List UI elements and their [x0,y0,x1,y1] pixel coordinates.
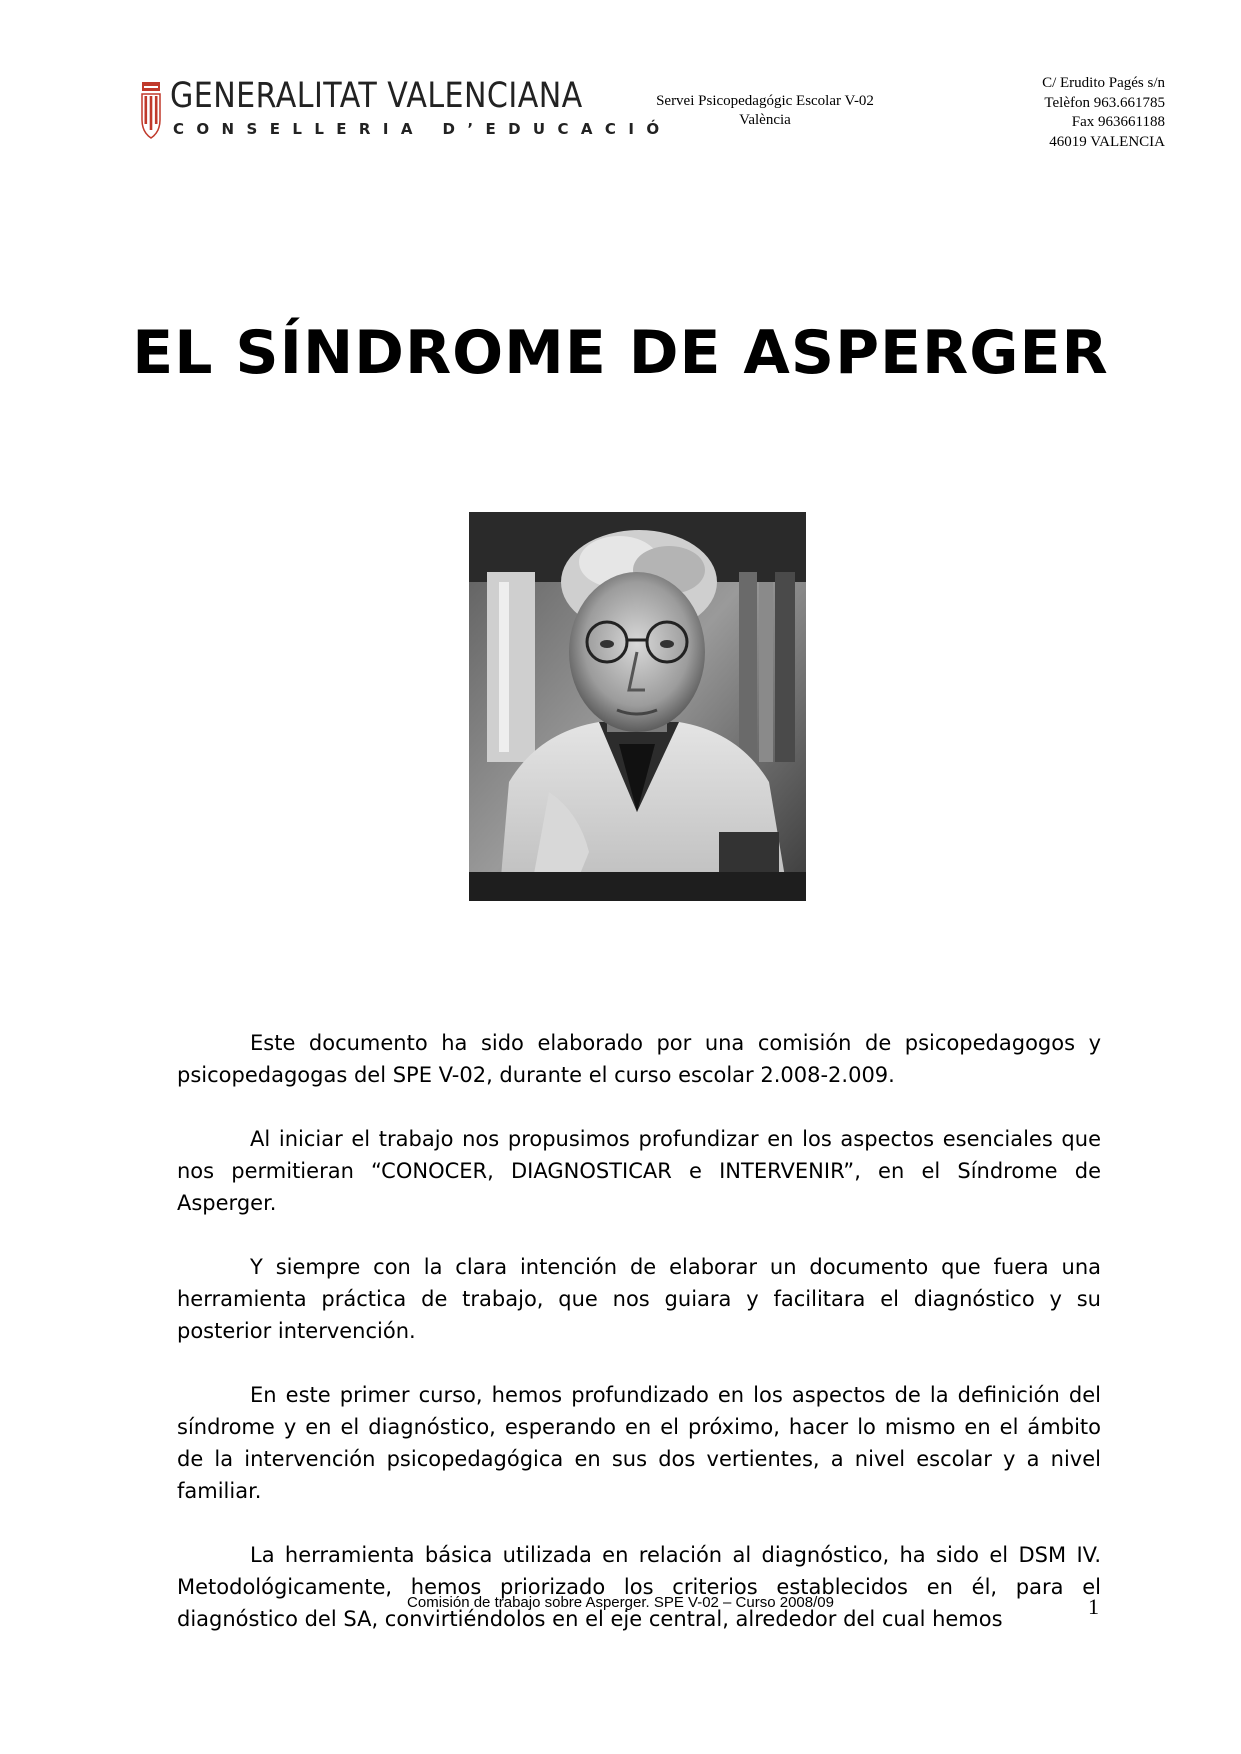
paragraph-4: En este primer curso, hemos profundizado en los aspectos de la definición del síndrome y en el diagnóstico, esperando en el próximo, hacer lo mismo en el ámbito de la intervención psicopedagógica en sus dos vertientes, a nivel escolar y a nivel familiar. [177,1383,1101,1503]
paragraph-3: Y siempre con la clara intención de elaborar un documento que fuera una herramienta práctica de trabajo, que nos guiara y facilitara el diagnóstico y su posterior intervención. [177,1255,1101,1343]
service-city: València [739,112,791,128]
address-postal: 46019 VALENCIA [1049,133,1165,150]
portrait-photo [469,512,806,901]
generalitat-logo [140,76,672,142]
logo-subtitle: CONSELLERIA D’EDUCACIÓ [173,120,672,138]
page-footer: Comisión de trabajo sobre Asperger. SPE V-02 – Curso 2008/09 [407,1594,834,1611]
service-name: Servei Psicopedagógic Escolar V-02 [656,93,874,109]
document-body [177,1027,1101,1667]
paragraph-2: Al iniciar el trabajo nos propusimos profundizar en los aspectos esenciales que nos permitieran “CONOCER, DIAGNOSTICAR e INTERVENIR”, en el Síndrome de Asperger. [177,1127,1101,1215]
address-fax: Fax 963661188 [1071,114,1165,130]
service-info [620,92,910,130]
contact-address [905,74,1165,152]
address-phone: Telèfon 963.661785 [1044,94,1165,111]
page-number: 1 [1088,1594,1099,1619]
senyera-emblem-icon [140,82,162,140]
page-title: EL SÍNDROME DE ASPERGER [132,318,1109,388]
paragraph-1: Este documento ha sido elaborado por una comisión de psicopedagogos y psicopedagogas del SPE V-02, durante el curso escolar 2.008-2.009. [177,1031,1101,1087]
logo-title: GENERALITAT VALENCIANA [170,76,583,116]
address-street: C/ Erudito Pagés s/n [1042,75,1165,91]
paragraph-5: La herramienta básica utilizada en relación al diagnóstico, ha sido el DSM IV. Metodológicamente, hemos priorizado los criterios establecidos en él, para el diagnóstico del SA, convirtiéndolos en el eje central, alrededor del cual hemos [177,1543,1101,1631]
